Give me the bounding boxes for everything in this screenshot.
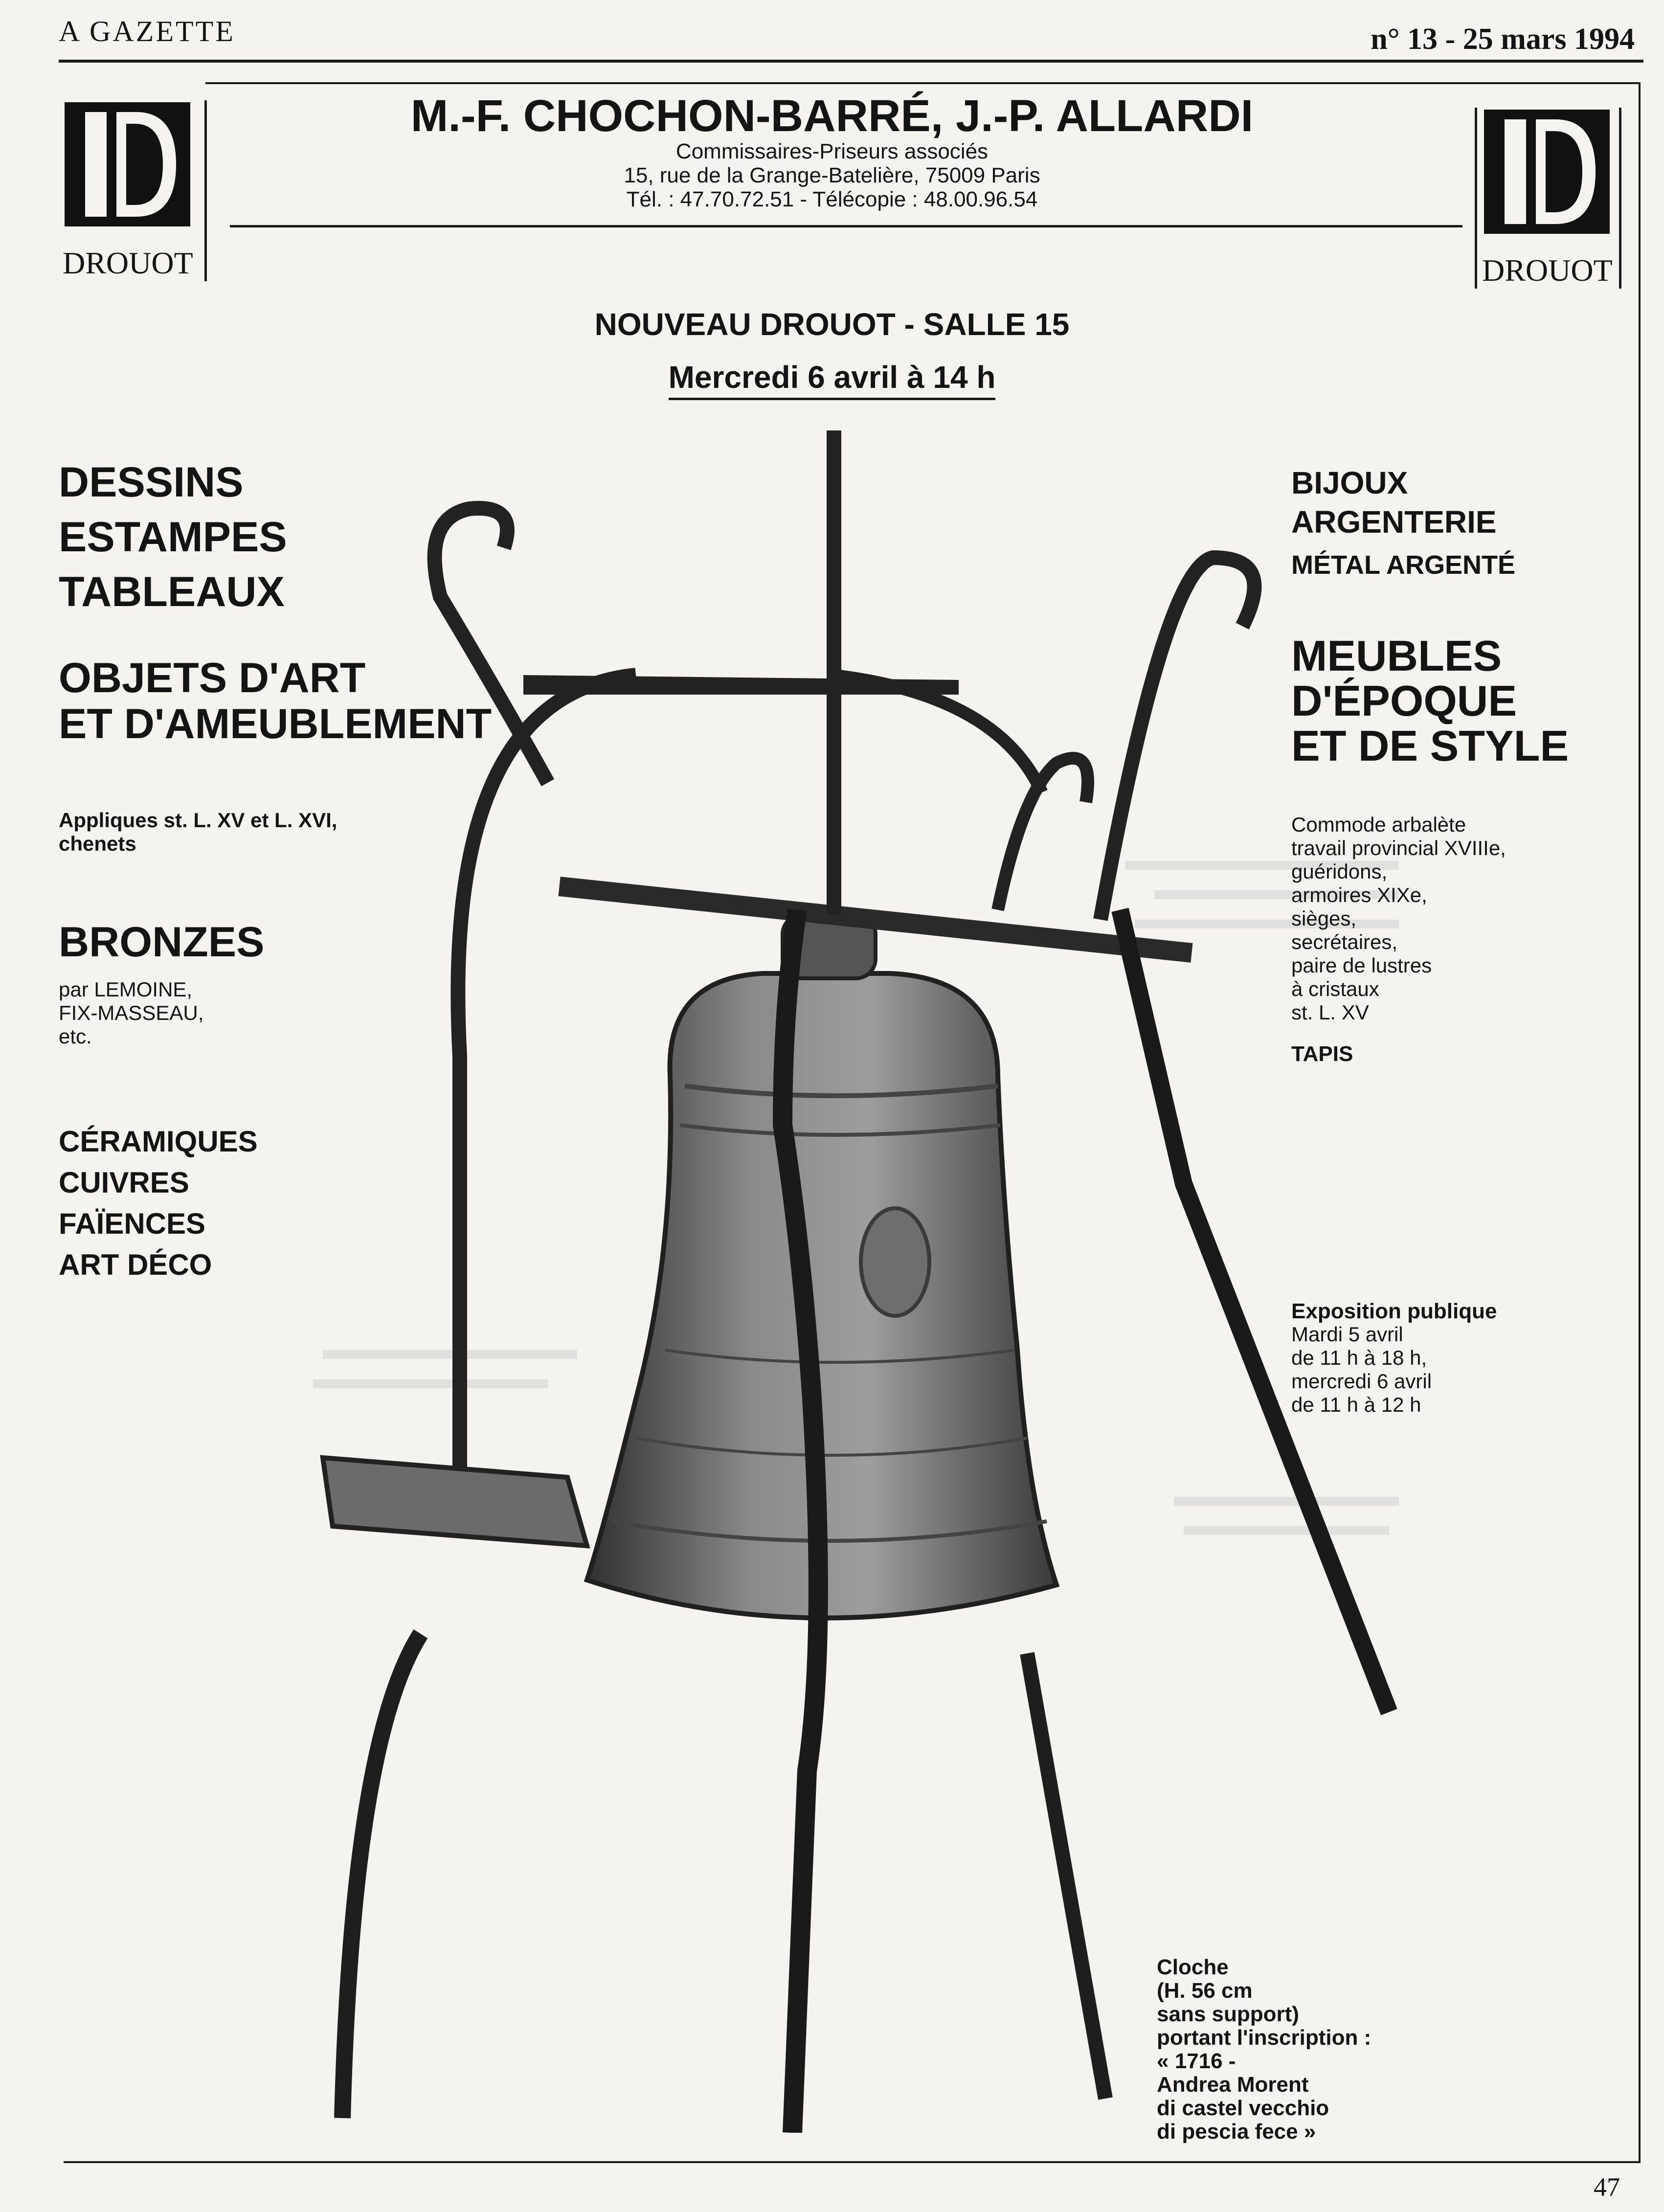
furniture-line-6: secrétaires,	[1291, 930, 1398, 953]
heading-bronzes: BRONZES	[59, 919, 265, 966]
appliques-line-2: chenets	[59, 832, 136, 855]
heading-argenterie: ARGENTERIE	[1291, 504, 1497, 540]
auctioneer-contact: Tél. : 47.70.72.51 - Télécopie : 48.00.96.54	[626, 187, 1038, 211]
furniture-line-9: st. L. XV	[1291, 1001, 1369, 1024]
furniture-line-4: armoires XIXe,	[1291, 883, 1427, 906]
frame-mid-scroll	[998, 758, 1088, 910]
heading-tapis: TAPIS	[1291, 1042, 1353, 1066]
appliques-line-1: Appliques st. L. XV et L. XVI,	[59, 809, 337, 832]
exposition-line-4: de 11 h à 12 h	[1291, 1393, 1421, 1416]
furniture-line-5: sièges,	[1291, 907, 1357, 930]
exposition-line-3: mercredi 6 avril	[1291, 1370, 1432, 1393]
heading-objets-art: OBJETS D'ART	[59, 655, 366, 701]
bell-coat-of-arms	[861, 1208, 929, 1316]
heading-epoque: D'ÉPOQUE	[1291, 677, 1517, 725]
furniture-line-8: à cristaux	[1291, 977, 1379, 1000]
heading-ameublement: ET D'AMEUBLEMENT	[59, 700, 492, 747]
bell-photograph	[293, 421, 1418, 2133]
furniture-line-3: guéridons,	[1291, 860, 1388, 883]
auctioneer-names: M.-F. CHOCHON-BARRÉ, J.-P. ALLARDI	[410, 91, 1254, 141]
header-rule	[59, 60, 1643, 63]
sale-venue: NOUVEAU DROUOT - SALLE 15	[594, 307, 1070, 342]
heading-ceramiques: CÉRAMIQUES	[59, 1125, 258, 1158]
furniture-line-7: paire de lustres	[1291, 954, 1432, 977]
heading-cuivres: CUIVRES	[59, 1166, 189, 1199]
drouot-word: DROUOT	[63, 246, 193, 280]
sale-date-text: Mercredi 6 avril à 14 h	[669, 360, 996, 400]
advert-bottom-rule	[64, 2161, 1641, 2163]
stand-leg-back-left	[342, 1634, 421, 2118]
issue-date: n° 13 - 25 mars 1994	[1371, 23, 1635, 56]
heading-faiences: FAÏENCES	[59, 1207, 206, 1240]
exposition-title: Exposition publique	[1291, 1299, 1497, 1323]
bell-caption: Cloche (H. 56 cm sans support) portant l'inscription : « 1716 - Andrea Morent di castel vecchio di pescia fece »	[1157, 1955, 1372, 2144]
publication-name: A GAZETTE	[59, 15, 235, 47]
bronzes-line-2: FIX-MASSEAU,	[59, 1001, 204, 1024]
exposition-line-2: de 11 h à 18 h,	[1291, 1346, 1427, 1369]
auctioneer-rule	[230, 225, 1462, 227]
furniture-line-2: travail provincial XVIIIe,	[1291, 836, 1506, 859]
heading-style: ET DE STYLE	[1291, 722, 1569, 770]
heading-estampes: ESTAMPES	[59, 514, 287, 561]
auctioneer-role: Commissaires-Priseurs associés	[675, 139, 989, 163]
heading-dessins: DESSINS	[59, 459, 244, 506]
auctioneer-address: 15, rue de la Grange-Batelière, 75009 Paris	[624, 163, 1040, 187]
wooden-striker	[323, 1458, 587, 1546]
heading-bijoux: BIJOUX	[1291, 465, 1408, 500]
stand-leg-back-right	[1027, 1653, 1105, 2099]
heading-tableaux: TABLEAUX	[59, 568, 285, 615]
sale-date	[0, 359, 1664, 395]
page-number: 47	[1594, 2172, 1620, 2202]
drouot-word: DROUOT	[1482, 253, 1613, 288]
bronzes-line-1: par LEMOINE,	[59, 978, 193, 1001]
exposition-line-1: Mardi 5 avril	[1291, 1323, 1403, 1346]
heading-meubles: MEUBLES	[1291, 632, 1502, 680]
heading-metal-argente: MÉTAL ARGENTÉ	[1291, 550, 1515, 580]
bronzes-line-3: etc.	[59, 1025, 92, 1048]
furniture-line-1: Commode arbalète	[1291, 813, 1466, 836]
heading-art-deco: ART DÉCO	[59, 1248, 212, 1281]
